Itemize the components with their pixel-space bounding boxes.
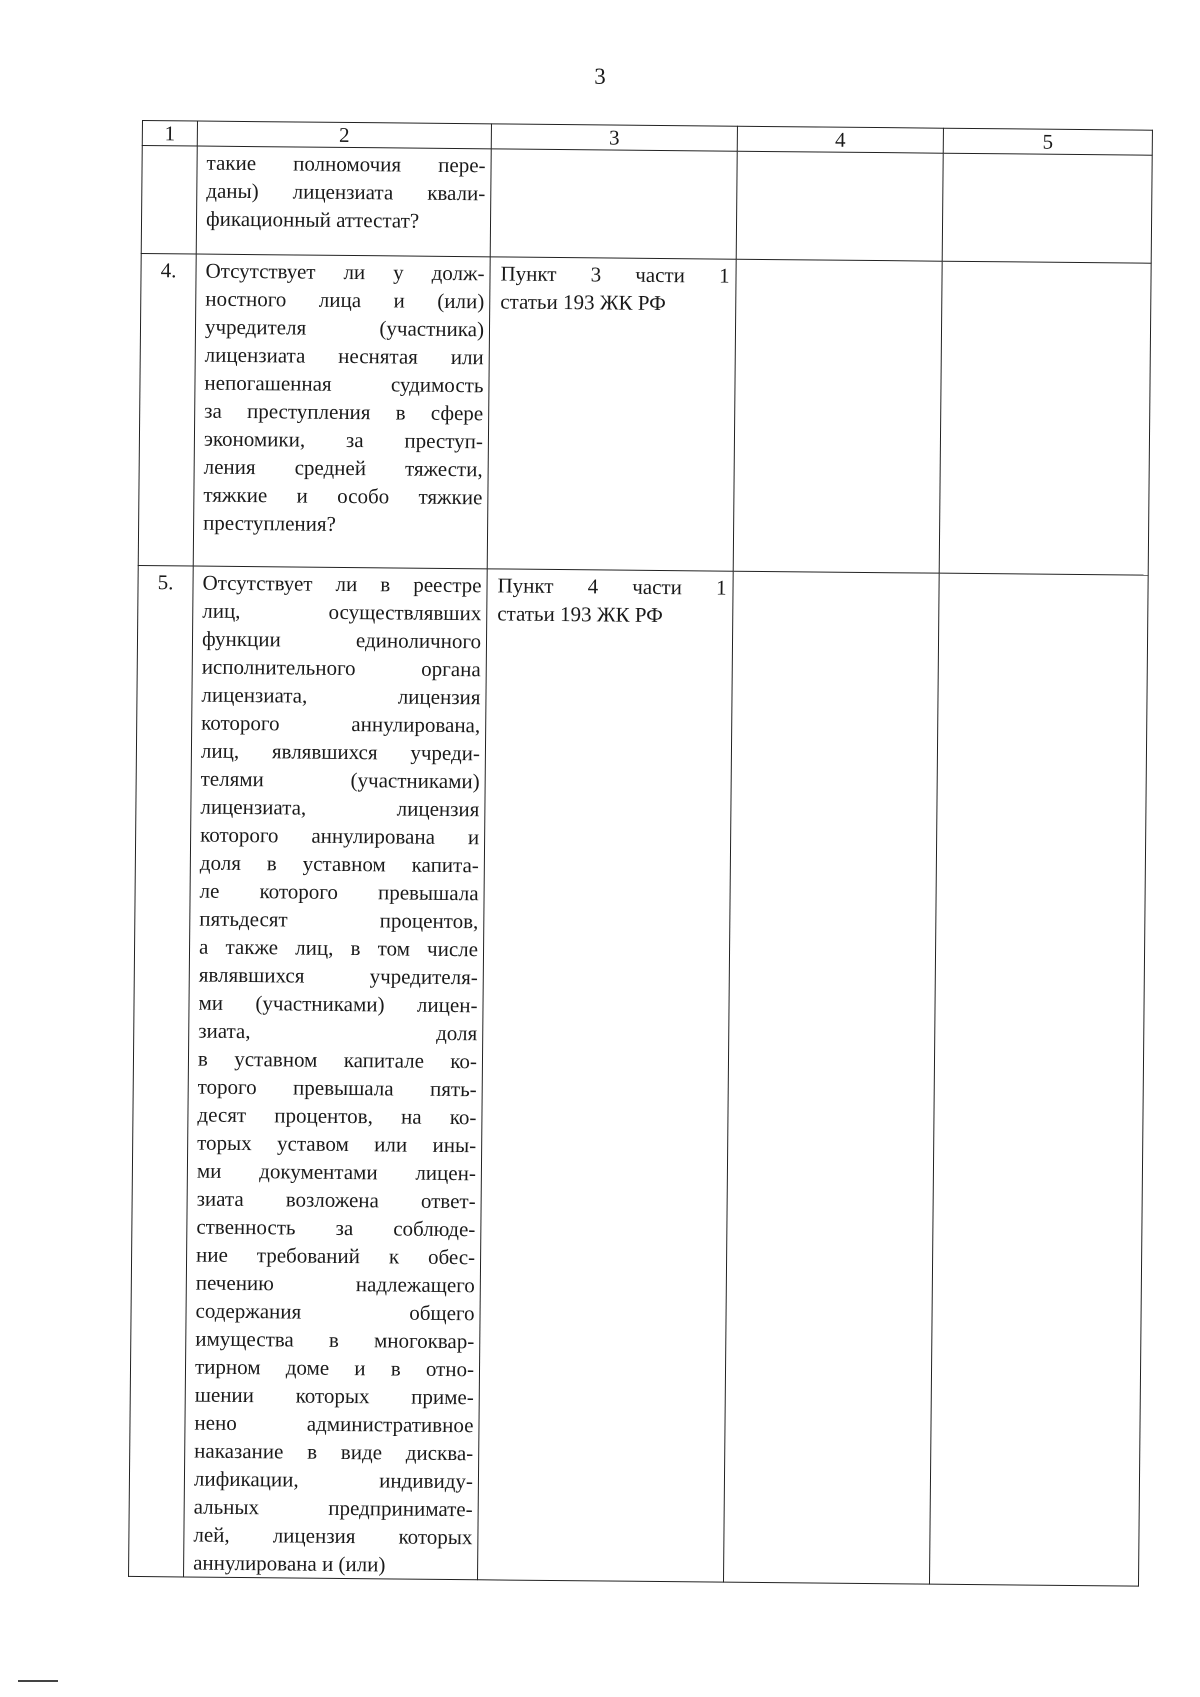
requirement-line: зиата возложена ответ- [196, 1186, 476, 1214]
legal-reference [478, 569, 734, 1582]
requirement-line: которого аннулирована и [200, 822, 480, 850]
column-4-cell [723, 571, 939, 1584]
requirement-line: тирном доме и в отно- [194, 1354, 475, 1382]
requirement-line: ностного лица и (или) [205, 286, 485, 314]
requirement-line: пятьдесят процентов, [199, 906, 479, 934]
requirement-line: ми (участниками) лицен- [198, 990, 478, 1018]
requirement-line: фикационный аттестат? [205, 206, 420, 233]
requirement-line: десят процентов, на ко- [197, 1102, 477, 1130]
footer-mark [18, 1680, 58, 1682]
requirement-line: исполнительного органа [201, 654, 481, 682]
requirement-line: телями (участниками) [200, 766, 480, 794]
requirement-line: являвшихся учредителя- [198, 962, 478, 990]
row-number: 5. [129, 565, 194, 1576]
requirement-line: в уставном капитале ко- [197, 1046, 478, 1074]
column-header-4: 4 [737, 126, 943, 153]
requirement-text [193, 254, 490, 569]
requirement-line: непогашенная судимость [204, 370, 484, 398]
requirement-line: лификации, индивиду- [193, 1466, 474, 1494]
page-number: 3 [594, 64, 606, 89]
requirement-line: нено административное [194, 1410, 474, 1438]
row-number: 4. [138, 253, 196, 566]
requirement-line: лицензиата, лицензия [201, 682, 481, 710]
requirement-line: ления средней тяжести, [203, 454, 483, 482]
requirement-text [184, 566, 488, 1580]
table-row [141, 146, 1152, 264]
requirement-line: содержания общего [195, 1298, 475, 1326]
requirement-line: лиц, осуществлявших [202, 598, 482, 626]
legal-reference [490, 149, 737, 259]
requirement-line: преступления? [203, 510, 337, 536]
table-row [129, 565, 1149, 1586]
requirement-line: лицензиата неснятая или [204, 342, 484, 370]
checklist-table [128, 120, 1153, 1587]
column-header-1: 1 [142, 121, 197, 147]
table-row [138, 253, 1151, 575]
legal-reference [487, 257, 736, 571]
requirement-line: ле которого превышала [199, 878, 479, 906]
requirement-line: имущества в многоквар- [195, 1326, 475, 1354]
column-header-2: 2 [197, 121, 491, 149]
column-5-cell [942, 153, 1152, 263]
requirement-line: шении которых приме- [194, 1382, 474, 1410]
requirement-line: торого превышала пять- [197, 1074, 477, 1102]
requirement-line: даны) лицензиата квали- [206, 178, 486, 206]
requirement-line: а также лиц, в том числе [198, 934, 479, 962]
requirement-line: Отсутствует ли в реестре [202, 570, 482, 598]
requirement-line: учредителя (участника) [204, 314, 485, 342]
requirement-line: экономики, за преступ- [203, 426, 484, 454]
requirement-line: ми документами лицен- [196, 1158, 477, 1186]
requirement-line: Отсутствует ли у долж- [205, 258, 485, 286]
requirement-line: лиц, являвшихся учреди- [200, 738, 481, 766]
column-header-3: 3 [491, 124, 737, 151]
requirement-text [196, 146, 491, 257]
requirement-line: зиата, доля [198, 1018, 478, 1046]
requirement-line: которого аннулирована, [201, 710, 481, 738]
requirement-line: лей, лицензия которых [193, 1522, 473, 1550]
requirement-line: тяжкие и особо тяжкие [203, 482, 483, 510]
requirement-line: ние требований к обес- [195, 1242, 476, 1270]
legal-reference-line: Пункт 3 части 1 [500, 261, 730, 288]
requirement-line: функции единоличного [201, 626, 482, 654]
requirement-line: за преступления в сфере [204, 398, 484, 426]
column-5-cell [939, 261, 1151, 575]
row-number [141, 146, 197, 255]
requirement-line: лицензиата, лицензия [200, 794, 480, 822]
requirement-line: ственность за соблюде- [196, 1214, 476, 1242]
column-header-5: 5 [943, 128, 1152, 155]
requirement-line: торых уставом или ины- [197, 1130, 477, 1158]
requirement-line: печению надлежащего [195, 1270, 475, 1298]
legal-reference-line: статьи 193 ЖК РФ [497, 601, 663, 628]
requirement-line: доля в уставном капита- [199, 850, 479, 878]
column-5-cell [929, 573, 1148, 1586]
requirement-line: альных предпринимате- [193, 1494, 473, 1522]
requirement-line: такие полномочия пере- [206, 150, 486, 178]
requirement-line: наказание в виде дисква- [194, 1438, 474, 1466]
column-4-cell [733, 259, 942, 573]
legal-reference-line: Пункт 4 части 1 [497, 573, 727, 600]
requirement-line: аннулирована и (или) [193, 1550, 386, 1577]
column-4-cell [736, 151, 943, 261]
legal-reference-line: статьи 193 ЖК РФ [500, 289, 666, 316]
